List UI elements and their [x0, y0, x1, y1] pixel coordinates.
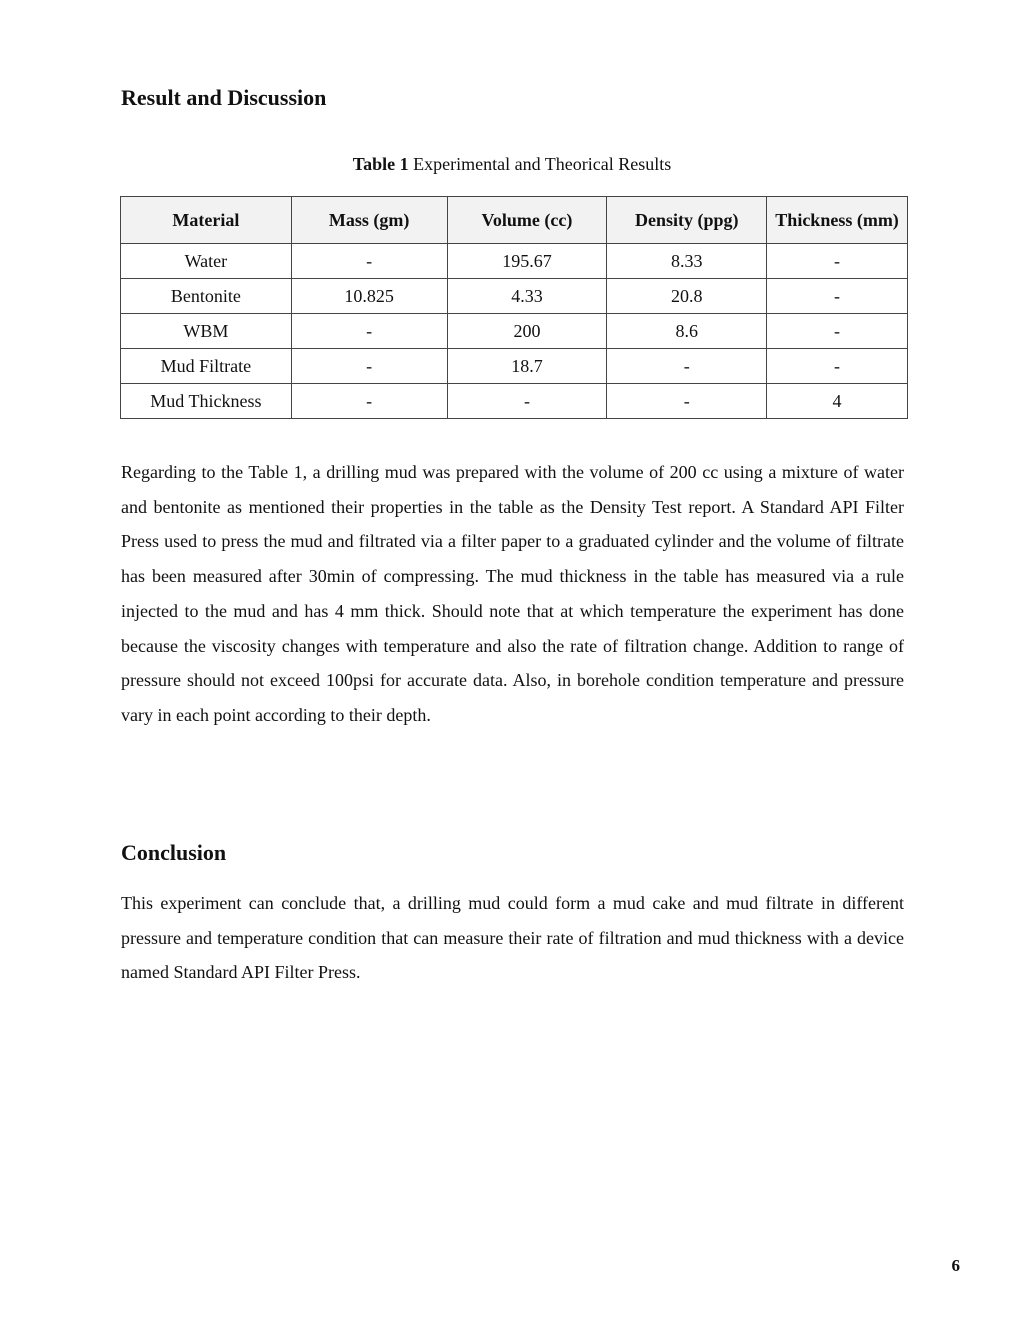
table-cell: - — [291, 314, 447, 349]
table-row — [121, 244, 908, 279]
table-caption — [0, 154, 1024, 176]
table-cell: 8.33 — [607, 244, 767, 279]
conclusion-heading: Conclusion — [121, 840, 227, 865]
table-cell: 20.8 — [607, 279, 767, 314]
table-cell: 18.7 — [447, 349, 607, 384]
results-table — [120, 196, 908, 419]
table-cell: - — [291, 349, 447, 384]
header-thickness: Thickness (mm) — [767, 197, 908, 244]
table-cell: 4 — [767, 384, 908, 419]
table-cell: Bentonite — [121, 279, 292, 314]
table-cell: - — [607, 349, 767, 384]
table-cell: - — [767, 349, 908, 384]
table-cell: - — [607, 384, 767, 419]
table-caption-label: Table 1 — [352, 154, 409, 174]
table-cell: - — [447, 384, 607, 419]
header-mass: Mass (gm) — [291, 197, 447, 244]
table-cell: 195.67 — [447, 244, 607, 279]
table-cell: - — [767, 244, 908, 279]
table-cell: Water — [121, 244, 292, 279]
header-volume: Volume (cc) — [447, 197, 607, 244]
table-row — [121, 279, 908, 314]
table-cell: - — [291, 244, 447, 279]
discussion-paragraph: Regarding to the Table 1, a drilling mud was prepared with the volume of 200 cc using a mixture of water and bentonite as mentioned their properties in the table as the Density Test report. A Standard API Filter Press used to press the mud and filtrated via a filter paper to a graduated cylinder and the volume of filtrate has been measured after 30min of compressing. The mud thickness in the table has measured via a rule injected to the mud and has 4 mm thick. Should note that at which temperature the experiment has done because the viscosity changes with temperature and also the rate of filtration change. Addition to range of pressure should not exceed 100psi for accurate data. Also, in borehole condition temperature and pressure vary in each point according to their depth. — [121, 462, 904, 725]
table-row — [121, 384, 908, 419]
header-density: Density (ppg) — [607, 197, 767, 244]
table-cell: - — [767, 314, 908, 349]
header-material: Material — [121, 197, 292, 244]
table-cell: WBM — [121, 314, 292, 349]
table-cell: 10.825 — [291, 279, 447, 314]
conclusion-paragraph: This experiment can conclude that, a drilling mud could form a mud cake and mud filtrate in different pressure and temperature condition that can measure their rate of filtration and mud thickness with a device named Standard API Filter Press. — [121, 893, 904, 983]
result-discussion-heading: Result and Discussion — [121, 85, 327, 110]
table-cell: Mud Thickness — [121, 384, 292, 419]
table-cell: 4.33 — [447, 279, 607, 314]
table-row — [121, 349, 908, 384]
table-cell: - — [767, 279, 908, 314]
table-cell: - — [291, 384, 447, 419]
table-header-row — [121, 197, 908, 244]
table-cell: 200 — [447, 314, 607, 349]
page-number: 6 — [951, 1256, 960, 1275]
table-row — [121, 314, 908, 349]
table-caption-text: Experimental and Theorical Results — [413, 154, 672, 174]
table-cell: 8.6 — [607, 314, 767, 349]
table-cell: Mud Filtrate — [121, 349, 292, 384]
